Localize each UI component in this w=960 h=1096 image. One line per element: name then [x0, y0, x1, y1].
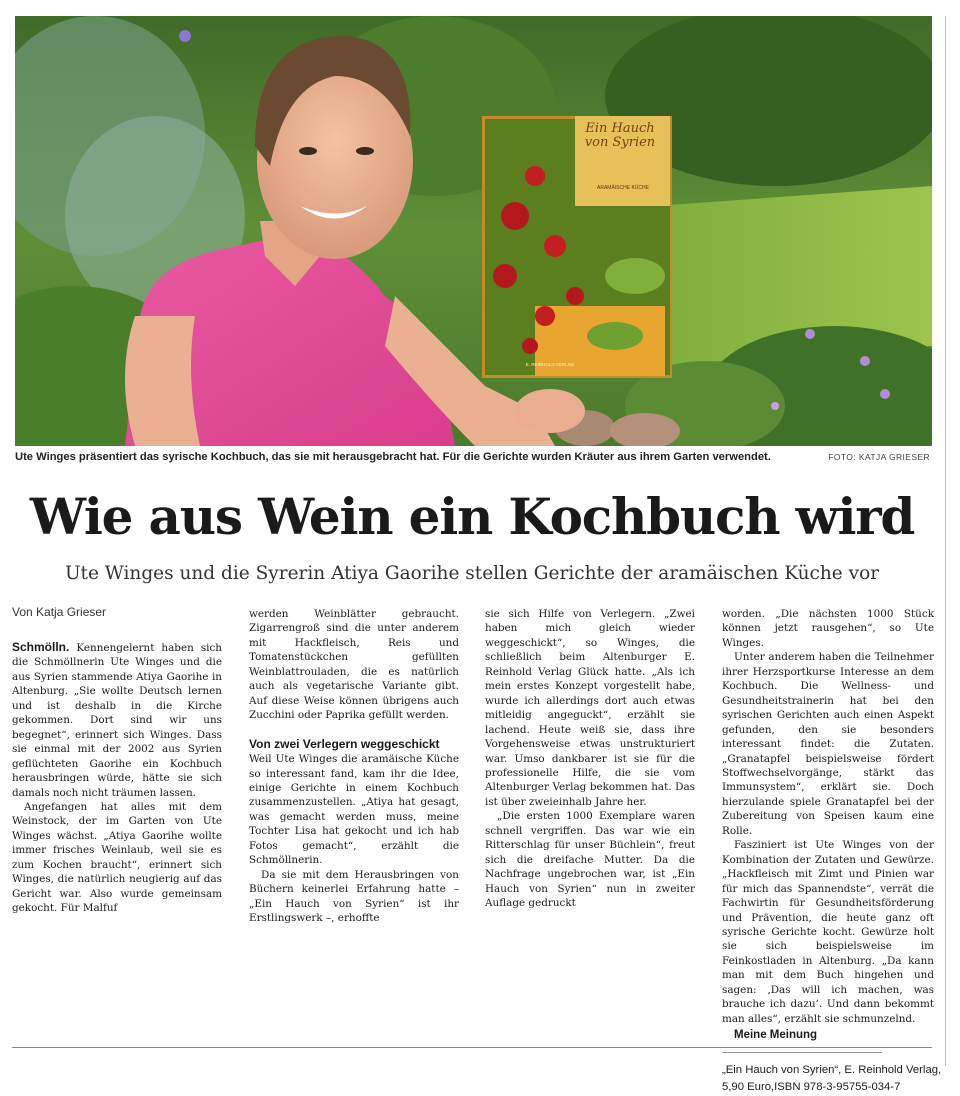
- paragraph-2-text: werden Weinblätter gebraucht. Zigarrengroß sind die unter anderem mit Hackfleisch, Reis und Tomatenstückchen gefüllten Weinblattrouladen, die es natürlich auch als vegetarische Variante gibt. Auf diese Weise können übrigens auch Zucchini oder Paprika gefüllt werden.: [249, 608, 459, 722]
- article-column-4: [722, 607, 942, 1096]
- article-photo: [15, 16, 932, 446]
- paragraph-6: [722, 650, 934, 838]
- opinion-label[interactable]: Meine Meinung: [734, 1029, 818, 1042]
- book-cover-subtitle: ARAMÄISCHE KÜCHE: [597, 185, 649, 191]
- paragraph-5-text: worden. „Die nächsten 1000 Stück können jetzt rausgehen“, so Ute Winges.: [722, 608, 934, 649]
- paragraph-2-text: Angefangen hat alles mit dem Weinstock, der im Garten von Ute Winges wächst. „Atiya Gaorihe wollte immer frisches Weinlaub, weil sie es zum Kochen braucht“, erinnert sich Winges, die natürlich neugierig auf das Gericht war. Also wurde gemeinsam gekocht. Für Malfuf: [12, 800, 222, 915]
- paragraph-5-continued: [722, 607, 934, 650]
- book-info-box: [722, 1052, 942, 1096]
- book-cover-title: Ein Hauch von Syrien: [584, 121, 656, 150]
- paragraph-6-text: Unter anderem haben die Teilnehmer ihrer Herzsportkurse Interesse an dem Kochbuch. Die Wellness- und Gesundheitstrainerin hat bei den syrischen Gerichten auch einen Aspekt gefunden, den sie besonders interessant findet: die Zutaten. „Granatapfel beispielsweise fördert Stoffwechselvorgänge, stärkt das Immunsystem“, erklärt sie. Doch hierzulande spiele Granatapfel bei der Zubereitung von Speisen kaum eine Rolle.: [722, 651, 934, 837]
- photo-illustration: [15, 16, 932, 446]
- article-column-3: [485, 607, 695, 911]
- paragraph-7: [722, 838, 934, 1026]
- article-subhead: Ute Winges und die Syrerin Atiya Gaorihe stellen Gerichte der aramäischen Küche vor: [64, 563, 880, 584]
- article-headline: Wie aus Wein ein Kochbuch wird: [29, 487, 915, 546]
- column-divider-rule: [945, 16, 946, 1066]
- caption-text: Ute Winges präsentiert das syrische Kochbuch, das sie mit herausgebracht hat. Für die Gerichte wurden Kräuter aus ihrem Garten verwendet.: [15, 451, 771, 463]
- paragraph-3-text: Weil Ute Winges die aramäische Küche so interessant fand, kam ihr die Idee, einige Gerichte in einem Kochbuch zusammenzustellen. „Atiya hat gesagt, was gemacht werden muss, meine Tochter Lisa hat gekocht und ich hab Fotos gemacht“, erzählt die Schmöllnerin.: [249, 753, 459, 867]
- photo-credit: FOTO: KATJA GRIESER: [828, 452, 930, 462]
- paragraph-3: [249, 752, 459, 868]
- article-subtitle: Von zwei Verlegern weggeschickt: [249, 736, 440, 751]
- paragraph-4-continued: [485, 607, 695, 809]
- cookbook-cover: [482, 116, 672, 378]
- paragraph-4-text: Da sie mit dem Herausbringen von Büchern keinerlei Erfahrung hatte – „Ein Hauch von Syrien“ ist ihr Erstlingswerk –, erhoffte: [249, 868, 459, 925]
- paragraph-4: [249, 868, 459, 926]
- paragraph-7-text: Fasziniert ist Ute Winges von der Kombination der Zutaten und Gewürze. „Hackfleisch mit Zimt und Pinien war für mich das Spannendste“, verrät die Fachwirtin für Gesundheitsförderung und Prävention, die heute ganz oft syrische Gerichte kocht. Gewürze holt sie sich beispielsweise im Feinkostladen in Altenburg. „Da kann man mit dem Buch hingehen und sagen: ‚Das will ich machen, was brauche ich dazu‘. Und dann bekommt man alles“, erzählt sie schmunzelnd.: [722, 839, 934, 1025]
- paragraph-2: [12, 800, 222, 916]
- paragraph-1: [12, 640, 222, 800]
- book-cover-publisher: E. REINHOLD VERLAG: [525, 362, 575, 367]
- paragraph-4-text: sie sich Hilfe von Verlegern. „Zwei haben mich gleich wieder weggeschickt“, so Winges, die schließlich beim Altenburger E. Reinhold Verlag Glück hatte. „Als ich mein erstes Konzept vorgestellt habe, wurde ich allerdings dort auch etwas mitleidig angeguckt“, erzählt sie lachend. Heute weiß sie, dass ihre Vorgehensweise etwas unstrukturiert war. Umso dankbarer ist sie für die professionelle Hilfe, die sie vom Altenburger Verlag bekommen hat. Das ist über zweieinhalb Jahre her.: [485, 608, 695, 808]
- article-column-2: [249, 607, 459, 926]
- book-info-line-2: 5,90 Euro,ISBN 978-3-95755-034-7: [722, 1080, 901, 1093]
- paragraph-5: [485, 809, 695, 910]
- article-byline: Von Katja Grieser: [12, 605, 107, 619]
- article-column-1: [12, 640, 222, 916]
- book-info-line-1: „Ein Hauch von Syrien“, E. Reinhold Verlag,: [722, 1063, 942, 1076]
- paragraph-1-text: Kennengelernt haben sich die Schmöllnerin Ute Winges und die aus Syrien stammende Atiya Gaorihe in Altenburg. „Sie wollte Deutsch lernen und ist deshalb in die Kirche gekommen. Dort sind wir uns begegnet“, erinnert sich Winges. Dass sie einmal mit der 2002 aus Syrien geflüchteten Gaorihe ein Kochbuch herausbringen würde, hätte sie sich damals noch nicht träumen lassen.: [12, 642, 222, 799]
- paragraph-5-text: „Die ersten 1000 Exemplare waren schnell vergriffen. Das war wie ein Ritterschlag für unser Büchlein“, freut sich die dreifache Mutter. Da die Nachfrage ungebrochen war, ist „Ein Hauch von Syrien“ nun in zweiter Auflage gedruckt: [485, 810, 695, 910]
- dateline-place: Schmölln.: [12, 640, 77, 654]
- bottom-rule: [12, 1047, 932, 1048]
- paragraph-2-continued: [249, 607, 459, 723]
- photo-caption: [15, 451, 932, 463]
